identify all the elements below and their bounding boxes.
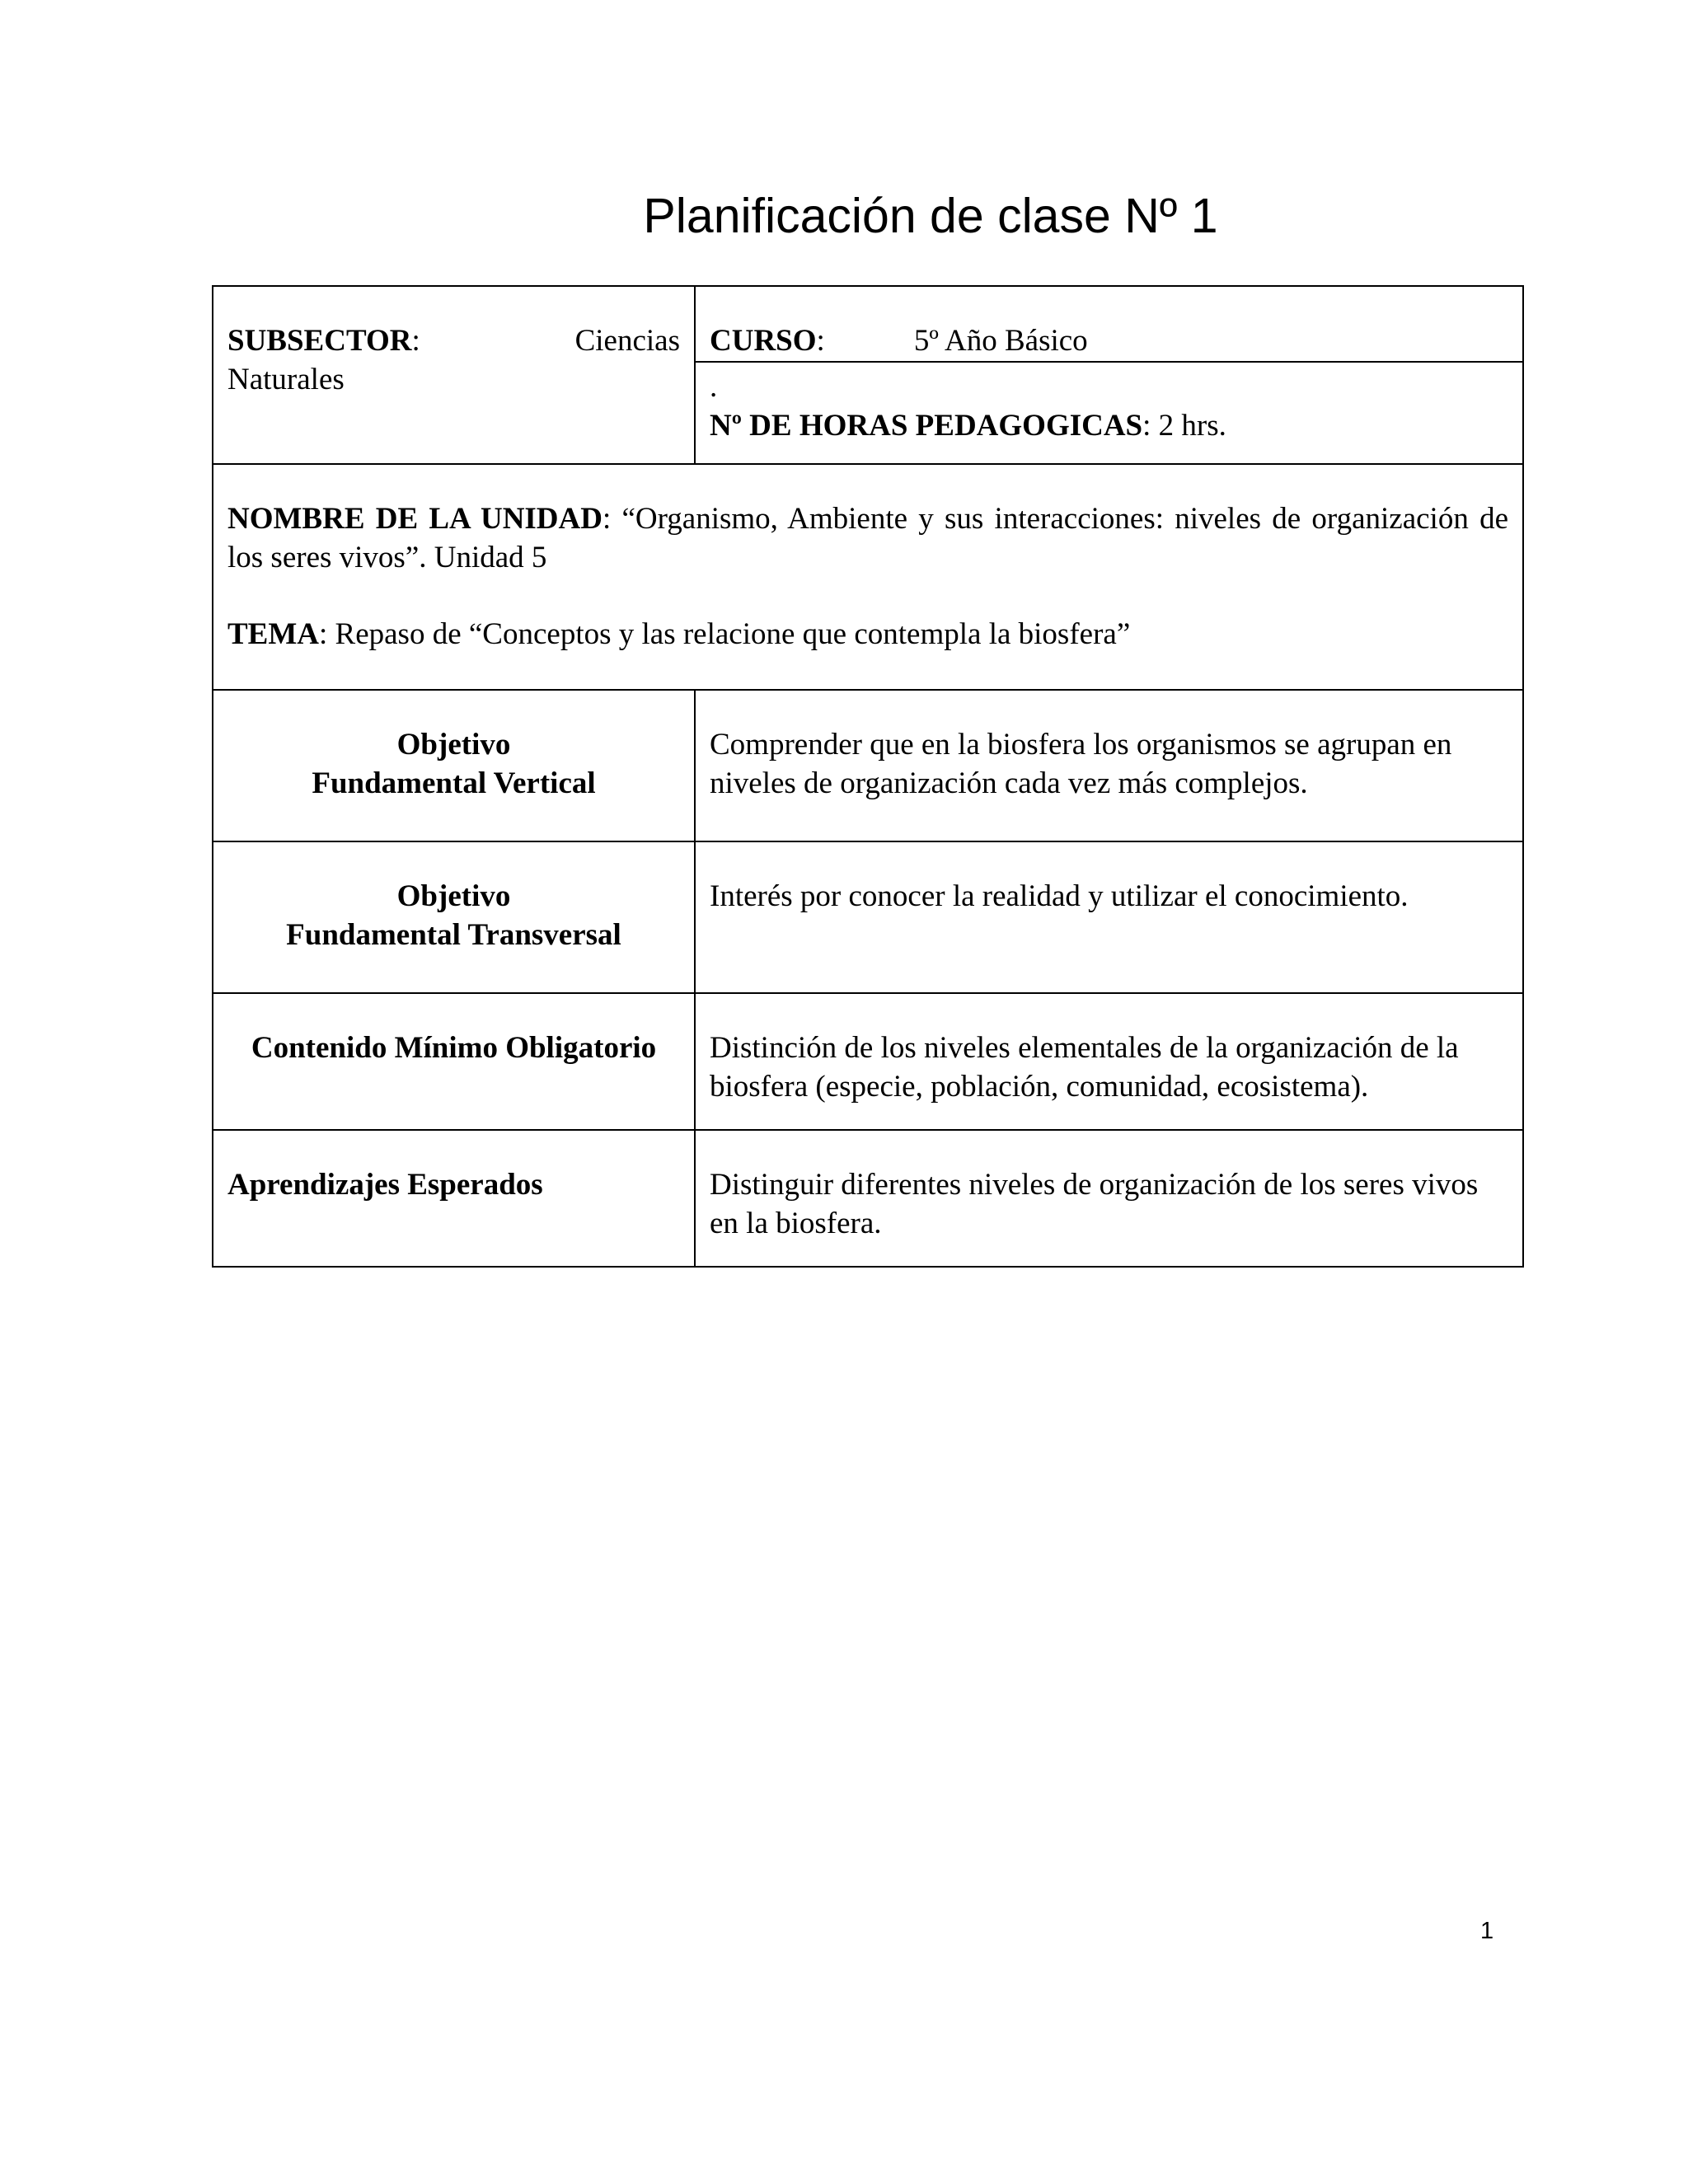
row-content-cell: Interés por conocer la realidad y utilizar el conocimiento. (695, 841, 1523, 993)
row-label-cell (213, 1130, 695, 1267)
class-plan-table (212, 285, 1524, 1268)
row-content-cell: Distinguir diferentes niveles de organización de los seres vivos en la biosfera. (695, 1130, 1523, 1267)
table-row-oft (213, 841, 1523, 993)
row-label-line2: Fundamental Transversal (286, 918, 621, 952)
subsector-value-line1: Ciencias (574, 324, 680, 358)
row-label-cell (213, 841, 695, 993)
curso-label: CURSO (710, 324, 817, 358)
horas-value: : 2 hrs. (1142, 409, 1226, 443)
row-label-line2: Fundamental Vertical (312, 766, 596, 800)
row-content-cell: Comprender que en la biosfera los organismos se agrupan en niveles de organización cada vez más complejos. (695, 690, 1523, 841)
unidad-cell (213, 464, 1523, 690)
unidad-value: : “Organismo, Ambiente y sus interacciones: niveles de organización de los seres vivos”. Unidad 5 (227, 502, 1508, 574)
page-number: 1 (1480, 1918, 1494, 1944)
horas-dot: . (710, 370, 718, 404)
subsector-label: SUBSECTOR (227, 324, 412, 358)
tema-block (227, 615, 1508, 654)
tema-label: TEMA (227, 617, 319, 651)
table-row-ofv (213, 690, 1523, 841)
subsector-colon: : (411, 324, 420, 358)
horas-cell (695, 362, 1523, 464)
row-content-cell: Distinción de los niveles elementales de la organización de la biosfera (especie, población, comunidad, ecosistema). (695, 993, 1523, 1130)
row-label-line1: Contenido Mínimo Obligatorio (251, 1031, 657, 1065)
curso-colon: : (816, 324, 825, 358)
table-row-ae (213, 1130, 1523, 1267)
unidad-label: NOMBRE DE LA UNIDAD (227, 502, 603, 536)
page-title: Planificación de clase Nº 1 (643, 189, 1218, 243)
table-row-cmo (213, 993, 1523, 1130)
row-label-line1: Aprendizajes Esperados (227, 1168, 543, 1202)
curso-value: 5º Año Básico (913, 324, 1088, 358)
subsector-value-line2: Naturales (227, 363, 345, 396)
curso-cell (695, 286, 1523, 362)
subsector-line (227, 321, 680, 360)
unidad-block (227, 499, 1508, 577)
horas-label: Nº DE HORAS PEDAGOGICAS (710, 409, 1143, 443)
row-label-cell (213, 690, 695, 841)
subsector-cell (213, 286, 695, 464)
row-label-line1: Objetivo (396, 879, 511, 913)
row-label-line1: Objetivo (396, 728, 511, 762)
tema-value: : Repaso de “Conceptos y las relacione que contempla la biosfera” (319, 617, 1131, 651)
row-label-cell (213, 993, 695, 1130)
